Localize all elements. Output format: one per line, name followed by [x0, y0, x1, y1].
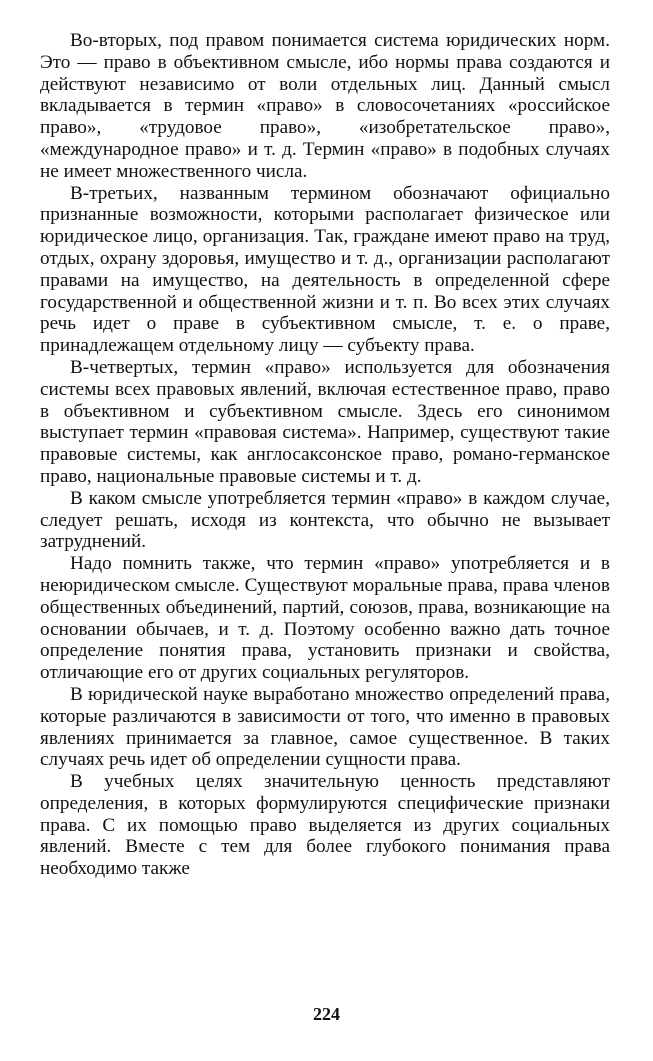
paragraph-1: Во-вторых, под правом понимается система юридических норм. Это — право в объективном смысле, ибо нормы права создаются и действуют независимо от воли отдельных лиц. Данный смысл вкладывается в термин «право» в словосочетаниях «российское право», «трудовое право», «изобретательское право», «международное право» и т. д. Термин «право» в подобных случаях не имеет множественного числа. — [40, 30, 610, 182]
paragraph-2: В-третьих, названным термином обозначают официально признанные возможности, которыми располагает физическое или юридическое лицо, организация. Так, граждане имеют право на труд, отдых, охрану здоровья, имущество и т. д., организации располагают правами на имущество, на деятельность в определенной сфере государственной и общественной жизни и т. п. Во всех этих случаях речь идет о праве в субъективном смысле, т. е. о праве, принадлежащем отдельному лицу — субъекту права. — [40, 182, 610, 357]
page-number: 224 — [313, 1004, 340, 1024]
paragraph-7: В учебных целях значительную ценность представляют определения, в которых формулируются специфические признаки права. С их помощью право выделяется из других социальных явлений. Вместе с тем для более глубокого понимания права необходимо также — [40, 771, 610, 880]
paragraph-5: Надо помнить также, что термин «право» употребляется и в неюридическом смысле. Существуют моральные права, права членов общественных объединений, партий, союзов, права, возникающие на основании обычаев, и т. д. Поэтому особенно важно дать точное определение понятия права, установить признаки и свойства, отличающие его от других социальных регуляторов. — [40, 553, 610, 684]
paragraph-4: В каком смысле употребляется термин «право» в каждом случае, следует решать, исходя из контекста, что обычно не вызывает затруднений. — [40, 487, 610, 553]
paragraph-6: В юридической науке выработано множество определений права, которые различаются в зависимости от того, что именно в правовых явлениях принимается за главное, самое существенное. В таких случаях речь идет об определении сущности права. — [40, 683, 610, 771]
paragraph-3: В-четвертых, термин «право» используется для обозначения системы всех правовых явлений, включая естественное право, право в объективном и субъективном смысле. Здесь его синонимом выступает термин «правовая система». Например, существуют такие правовые системы, как англосаксонское право, романо-германское право, национальные правовые системы и т. д. — [40, 356, 610, 487]
page-body — [40, 30, 610, 880]
